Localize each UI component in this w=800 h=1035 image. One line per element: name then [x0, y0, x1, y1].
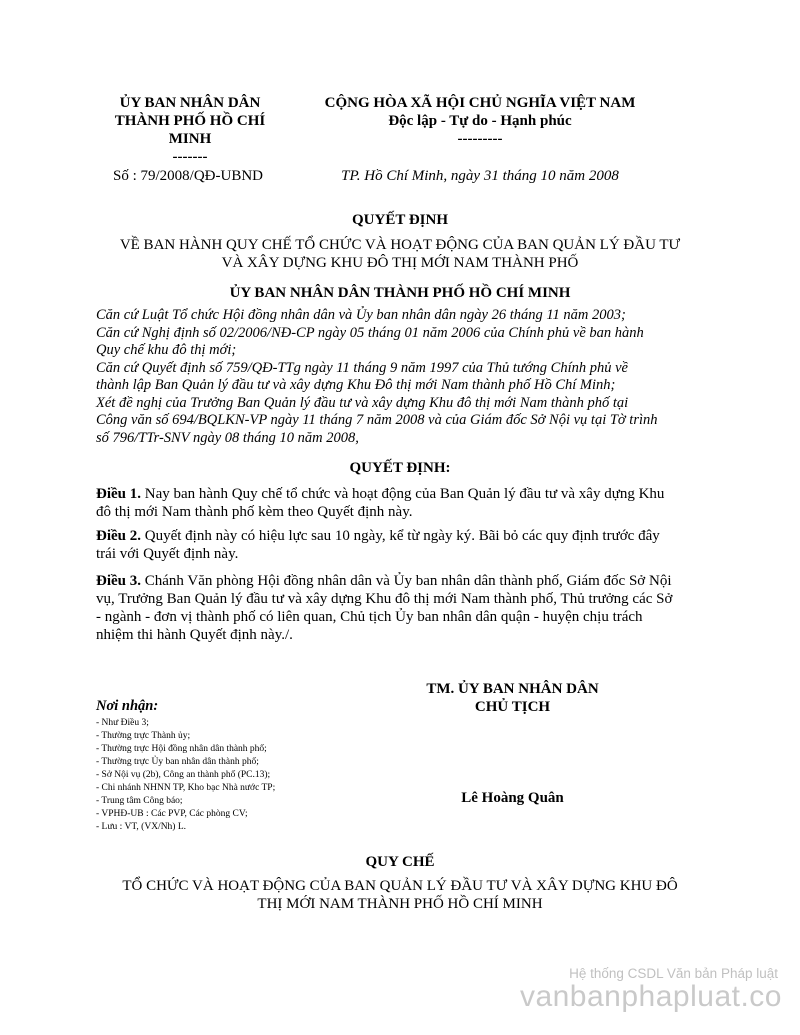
recipient-item: - Lưu : VT, (VX/Nh) L. [96, 822, 187, 832]
authority-line: THÀNH PHỐ HỒ CHÍ [114, 113, 266, 129]
legal-bases [96, 307, 706, 447]
recipient-item: - VPHĐ-UB : Các PVP, Các phòng CV; [96, 809, 248, 819]
recipients-label: Nơi nhận: [96, 698, 159, 714]
basis-line: Căn cứ Luật Tổ chức Hội đồng nhân dân và Ủy ban nhân dân ngày 26 tháng 11 năm 2003; [96, 307, 626, 323]
watermark-caption: Hệ thống CSDL Văn bản Pháp luật [569, 966, 778, 981]
recipient-item: - Trung tâm Công báo; [96, 796, 183, 806]
signature-on-behalf: TM. ỦY BAN NHÂN DÂN [426, 681, 599, 697]
authority-separator: ------- [172, 149, 208, 165]
article-text: Nay ban hành Quy chế tổ chức và hoạt động của Ban Quản lý đầu tư và xây dựng Khu [144, 486, 665, 502]
recipient-item: - Thường trực Hội đồng nhân dân thành phố; [96, 744, 267, 754]
recipients-block [96, 697, 396, 834]
subject-line: VỀ BAN HÀNH QUY CHẾ TỔ CHỨC VÀ HOẠT ĐỘNG CỦA BAN QUẢN LÝ ĐẦU TƯ [119, 237, 681, 253]
article-text: vụ, Trưởng Ban Quản lý đầu tư và xây dựng Khu đô thị mới Nam thành phố, Thủ trưởng các Sở [96, 591, 673, 607]
article-3 [96, 572, 708, 644]
recipients-list [96, 717, 396, 834]
basis-line: Căn cứ Nghị định số 02/2006/NĐ-CP ngày 05 tháng 01 năm 2006 của Chính phủ về ban hành [96, 324, 644, 341]
decision-subject [95, 236, 705, 272]
article-1 [96, 485, 708, 521]
regulation-subtitle-line: THỊ MỚI NAM THÀNH PHỐ HỒ CHÍ MINH [257, 896, 543, 912]
article-text: Chánh Văn phòng Hội đồng nhân dân và Ủy ban nhân dân thành phố, Giám đốc Sở Nội [144, 573, 672, 589]
decision-authority: ỦY BAN NHÂN DÂN THÀNH PHỐ HỒ CHÍ MINH [229, 285, 571, 301]
article-label: Điều 3. [96, 573, 141, 589]
article-label: Điều 2. [96, 528, 141, 544]
motto-separator: --------- [457, 131, 503, 147]
recipient-item: - Sở Nội vụ (2b), Công an thành phố (PC.13); [96, 770, 271, 780]
article-text: nhiệm thi hành Quyết định này./. [96, 627, 293, 643]
regulation-subtitle-line: TỔ CHỨC VÀ HOẠT ĐỘNG CỦA BAN QUẢN LÝ ĐẦU TƯ VÀ XÂY DỰNG KHU ĐÔ [122, 878, 678, 894]
basis-line: số 796/TTr-SNV ngày 08 tháng 10 năm 2008, [96, 429, 359, 446]
article-2 [96, 527, 708, 563]
basis-line: Công văn số 694/BQLKN-VP ngày 11 tháng 7 năm 2008 và của Giám đốc Sở Nội vụ tại Tờ trình [96, 412, 658, 428]
basis-line: Xét đề nghị của Trưởng Ban Quản lý đầu tư và xây dựng Khu đô thị mới Nam thành phố tại [96, 394, 629, 411]
document-number: Số : 79/2008/QĐ-UBND [112, 168, 263, 184]
basis-line: Căn cứ Quyết định số 759/QĐ-TTg ngày 11 tháng 9 năm 1997 của Thủ tướng Chính phủ về [96, 359, 628, 376]
signer-name: Lê Hoàng Quân [461, 790, 564, 806]
basis-line: thành lập Ban Quản lý đầu tư và xây dựng Khu Đô thị mới Nam thành phố Hồ Chí Minh; [96, 377, 616, 393]
national-header [300, 94, 660, 148]
article-text: đô thị mới Nam thành phố kèm theo Quyết định này. [96, 504, 413, 520]
article-label: Điều 1. [96, 486, 141, 502]
article-text: - ngành - đơn vị thành phố có liên quan, Chủ tịch Ủy ban nhân dân quận - huyện chịu trách [96, 609, 643, 625]
recipient-item: - Chi nhánh NHNN TP, Kho bạc Nhà nước TP; [96, 783, 276, 793]
recipient-item: - Thường trực Ủy ban nhân dân thành phố; [96, 757, 259, 767]
signature-position: CHỦ TỊCH [474, 699, 551, 715]
authority-line: MINH [168, 131, 212, 147]
article-text: Quyết định này có hiệu lực sau 10 ngày, kể từ ngày ký. Bãi bỏ các quy định trước đây [144, 528, 660, 544]
recipient-item: - Thường trực Thành ủy; [96, 731, 191, 741]
recipient-item: - Như Điều 3; [96, 718, 149, 728]
authority-line: ỦY BAN NHÂN DÂN [119, 95, 261, 111]
nation-name: CỘNG HÒA XÃ HỘI CHỦ NGHĨA VIỆT NAM [324, 95, 636, 111]
issuing-authority [100, 94, 280, 166]
regulation-title: QUY CHẾ [365, 854, 435, 870]
subject-line: VÀ XÂY DỰNG KHU ĐÔ THỊ MỚI NAM THÀNH PHỐ [221, 255, 579, 271]
national-motto: Độc lập - Tự do - Hạnh phúc [388, 113, 572, 129]
watermark-site: vanbanphapluat.co [519, 980, 782, 1013]
signature-block [400, 680, 625, 716]
article-text: trái với Quyết định này. [96, 546, 239, 562]
document-date: TP. Hồ Chí Minh, ngày 31 tháng 10 năm 2008 [341, 168, 619, 184]
regulation-subtitle [95, 877, 705, 913]
basis-line: Quy chế khu đô thị mới; [96, 342, 237, 358]
decides-heading: QUYẾT ĐỊNH: [349, 460, 451, 476]
decision-title: QUYẾT ĐỊNH [352, 212, 448, 228]
